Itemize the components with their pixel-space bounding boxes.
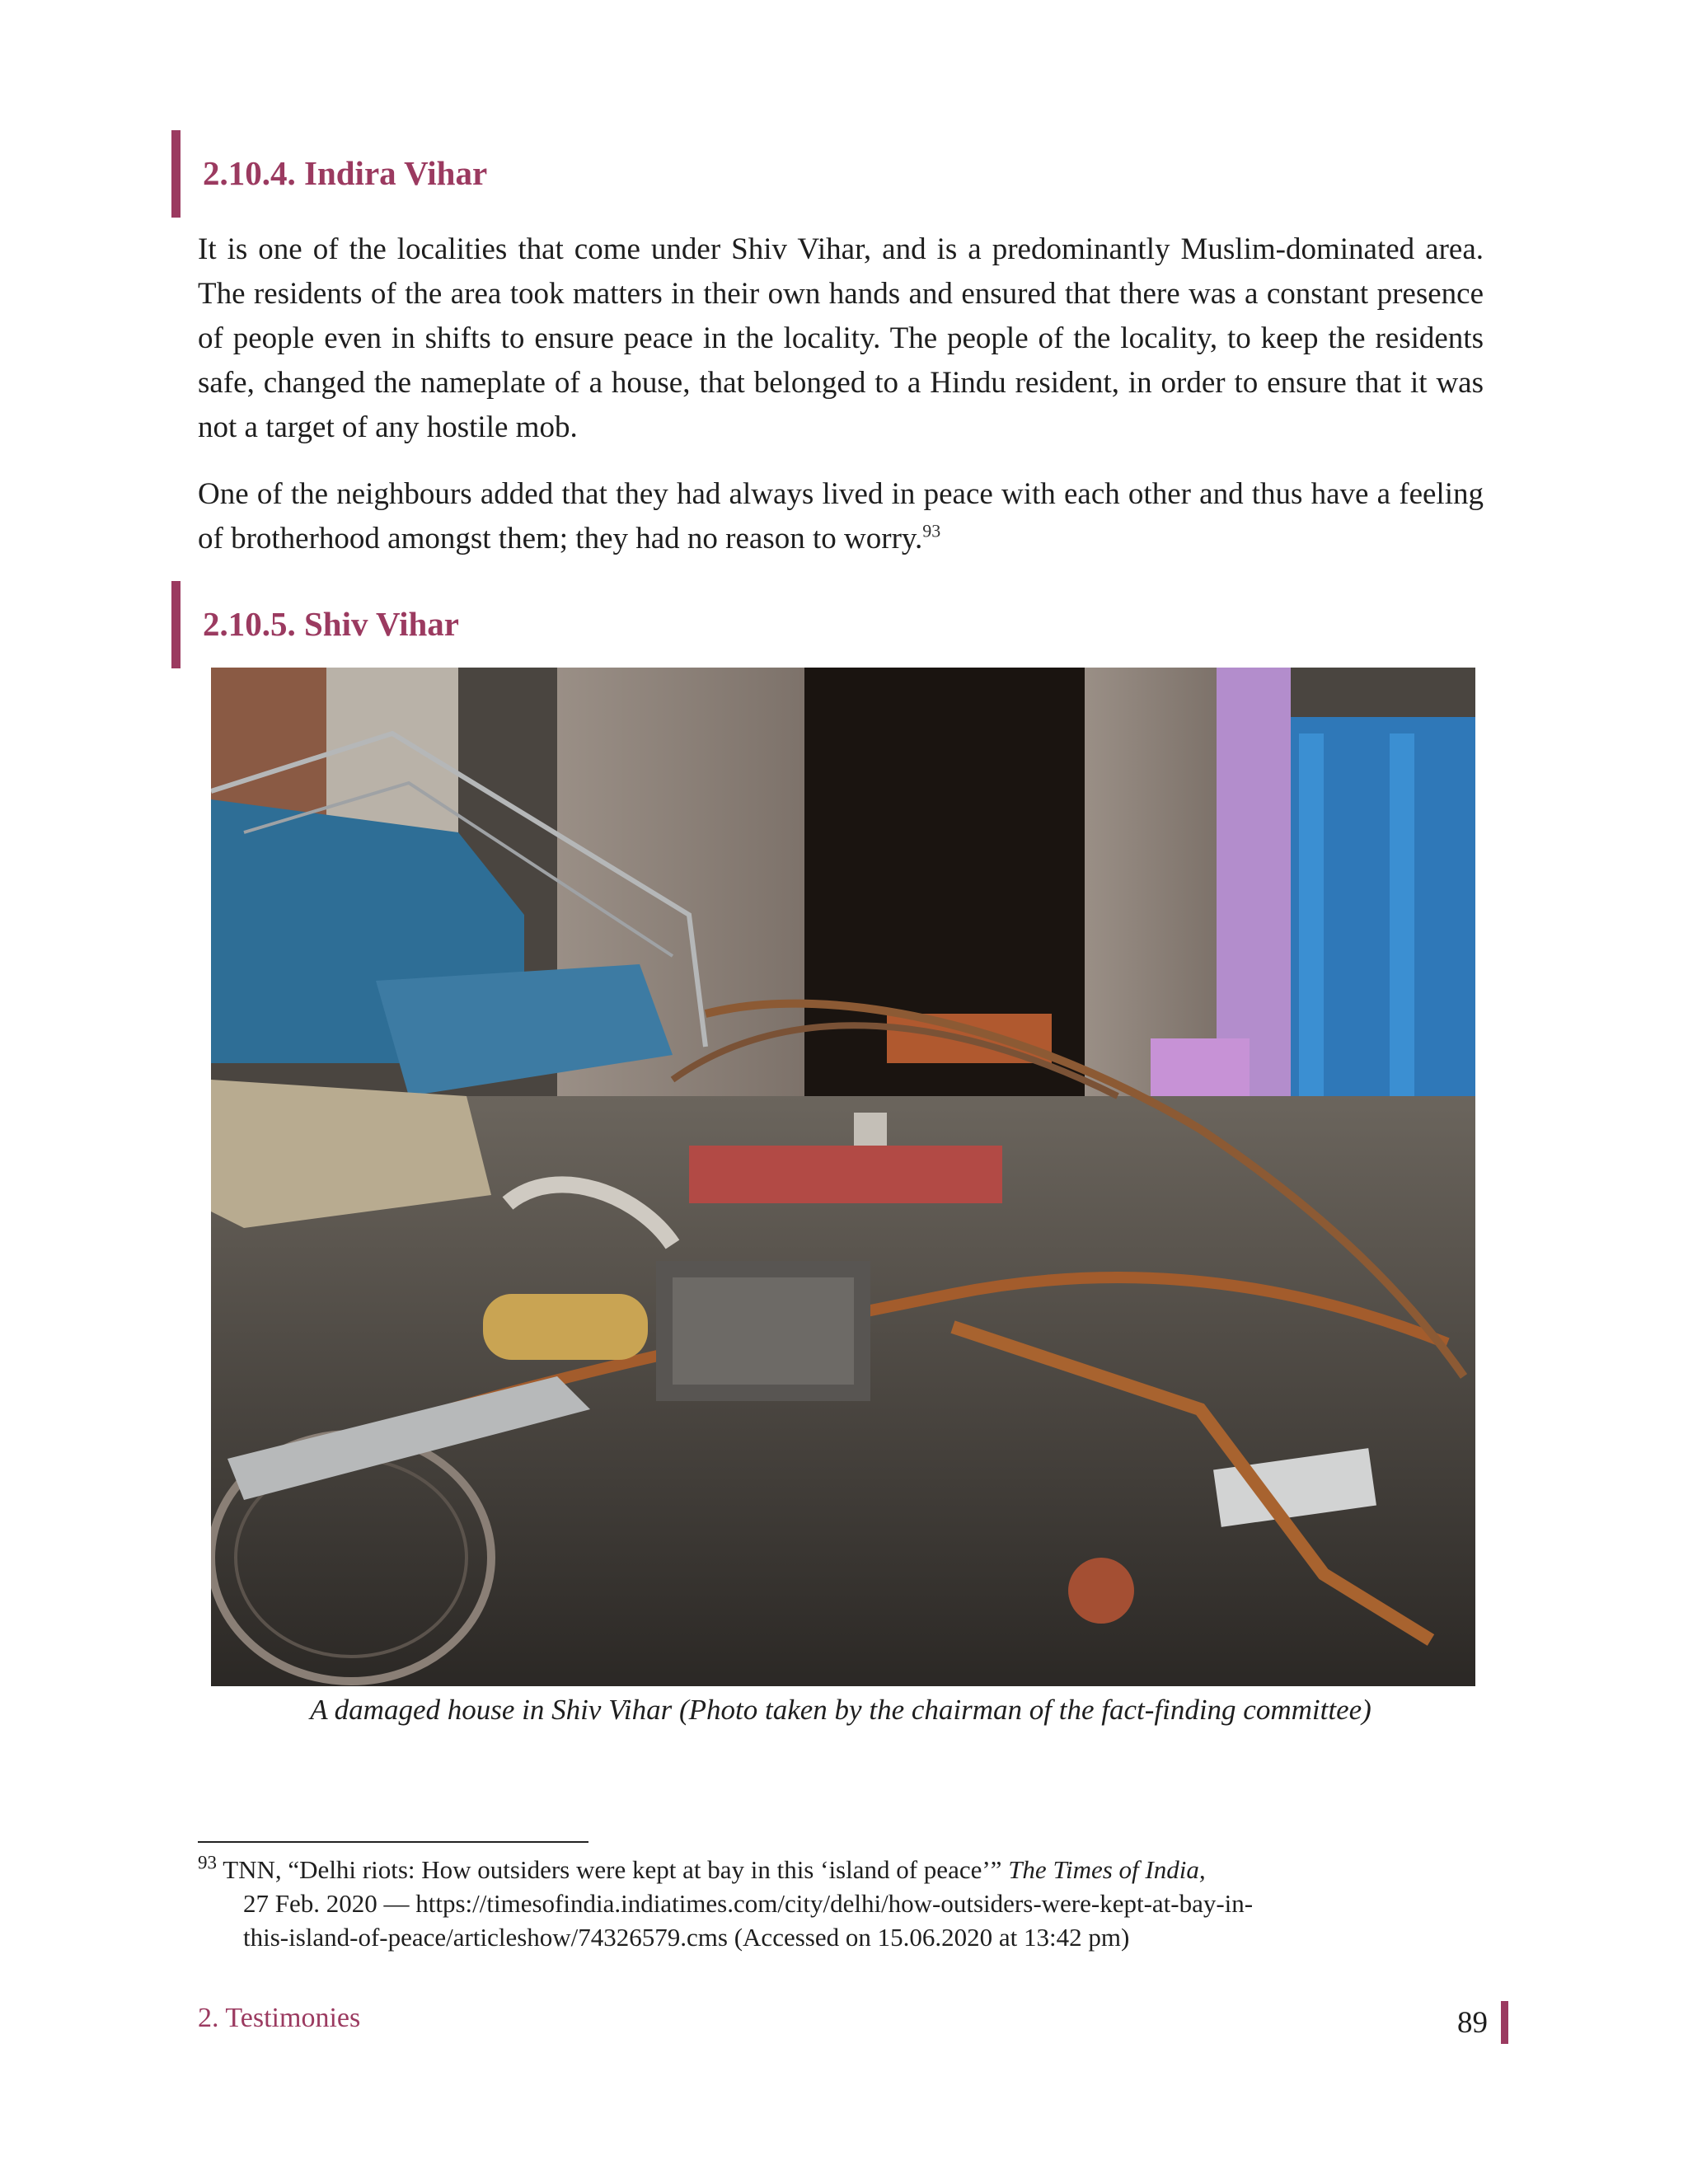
footnote-93 [198, 1853, 1484, 1954]
paragraph-indira-vihar-1: It is one of the localities that come under Shiv Vihar, and is a predominantly Muslim-dominated area. The residents of the area took matters in their own hands and ensured that there was a constant presence of people even in shifts to ensure peace in the locality. The people of the locality, to keep the residents safe, changed the nameplate of a house, that belonged to a Hindu resident, in order to ensure that it was not a target of any hostile mob. [198, 232, 1484, 444]
section-heading-shiv-vihar [171, 581, 459, 668]
paragraph-indira-vihar-2 [198, 472, 1484, 561]
footnote-text: TNN, “Delhi riots: How outsiders were kept at bay in this ‘island of peace’” [223, 1855, 1002, 1884]
footnote-number: 93 [198, 1852, 217, 1873]
photo-caption: A damaged house in Shiv Vihar (Photo taken by the chairman of the fact-finding committee) [310, 1694, 1372, 1726]
footer-chapter-label: 2. Testimonies [198, 2003, 361, 2033]
footnote-divider [198, 1841, 588, 1843]
footnote-source: The Times of India, [1008, 1855, 1206, 1884]
section-heading-indira-vihar [171, 130, 488, 218]
page-accent-bar [1501, 2001, 1508, 2044]
heading-text: 2.10.5. Shiv Vihar [203, 605, 459, 643]
footnote-reference[interactable]: 93 [922, 520, 941, 541]
footnote-url-line-continued[interactable]: this-island-of-peace/articleshow/74326579.cms (Accessed on 15.06.2020 at 13:42 pm) [243, 1923, 1130, 1952]
heading-text: 2.10.4. Indira Vihar [203, 154, 488, 192]
page-number: 89 [1457, 2005, 1488, 2040]
photo-illustration [211, 668, 1475, 1686]
photo-damaged-house [211, 668, 1475, 1686]
footer-page-marker [1457, 2001, 1508, 2044]
footnote-url-line[interactable]: 27 Feb. 2020 — https://timesofindia.indiatimes.com/city/delhi/how-outsiders-were-kept-at-bay-in- [243, 1889, 1254, 1918]
paragraph-text: One of the neighbours added that they had always lived in peace with each other and thus have a feeling of brotherhood amongst them; they had no reason to worry. [198, 477, 1484, 555]
